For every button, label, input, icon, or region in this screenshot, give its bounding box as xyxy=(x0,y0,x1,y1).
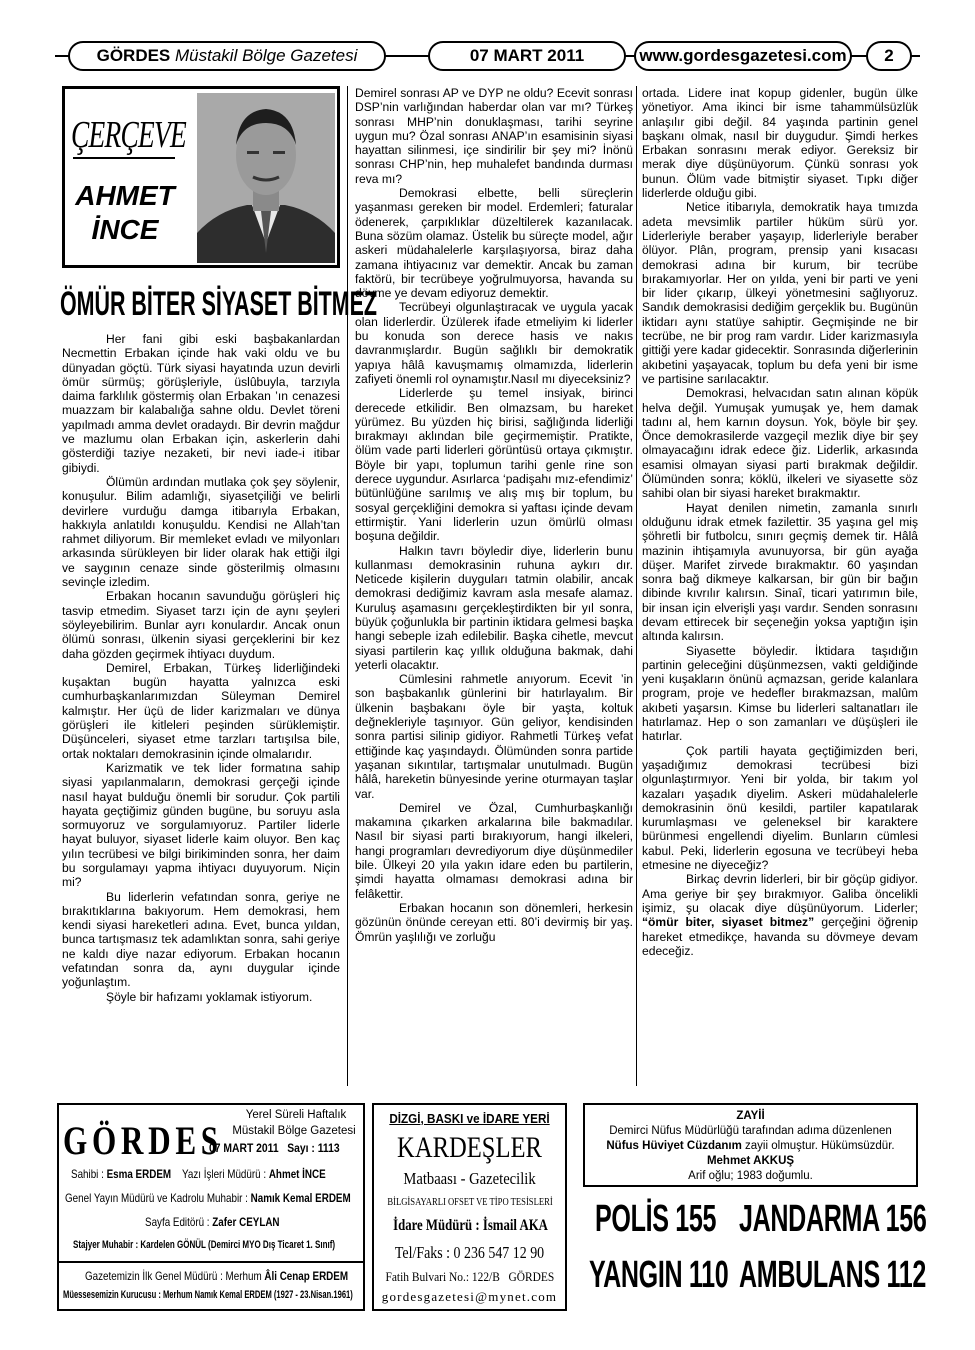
paragraph: Cümlesini rahmetle anıyorum. Ecevit ’in son başbakanlık günlerini bir hatırlayalım. Bir ülkenin başbakanı öyle bir yaşta, koltuk değnekleriyle taşınıyor. Gün geliyor, kendisinden sonra partisi silinip gidiyor. Rahmetli Türkeş vefat ettiğinde kaç yaşındaydı. Ölümünden sonra partide yaşanan sıkıntılar, tartışmalar unutulmadı. Bugün hâlâ, hareketin bünyesinde yerine oturmayan taşlar var. xyxy=(355,672,633,801)
article-column-1 xyxy=(62,332,340,1087)
article-headline: ÖMÜR BİTER SİYASET BİTMEZ xyxy=(60,285,377,323)
first-manager-label: Gazetemizin İlk Genel Müdürü : Merhum xyxy=(85,1269,262,1283)
editor-name: Namık Kemal ERDEM xyxy=(250,1191,351,1205)
owner-label: Sahibi : xyxy=(71,1167,104,1181)
police-number: POLİS 155 xyxy=(595,1198,717,1240)
ambulance-number: AMBULANS 112 xyxy=(739,1254,926,1296)
paragraph: Şöyle bir hafızamı yoklamak istiyorum. xyxy=(106,989,313,1004)
paragraph: Siyasette böyledir. İktidara taşıdığın partinin geleceğini düşünmezsen, vakti geldiğinde yeni kuşakların önünü açmazsan, geride kalanlara program, proje ve hedefler bırakmazsan, malûm akıbeti yaşarsın. Kimse bu liderleri saltanatları ile hatırlamaz. Hep o son zamanları ve düşüşleri ile hatırlar. xyxy=(642,643,918,744)
paragraph: Her fani gibi eski başbakanlardan Necmettin Erbakan içinde hak vaki oldu ve bu dünyadan göçtü. Türk siyasi hayatında uzun devirli ömür sürmüş; görüşleriyle, üslûbuyla, tarzıyla daima farklılık göstermiş olan Erbakan ’ın cenazesi muazzam bir kalabalığa sahne oldu. Devlet töreni yapılmadı amma devlet oradaydı. Bir devrin mağdur ve mazlumu olan Erbakan için, askerlerin dahi gösterdiği taziye nezaketi, bir nevi iade-i itibar gibiydi. xyxy=(62,332,340,475)
printer-name: KARDEŞLER xyxy=(397,1131,542,1164)
paper-name-rest: Müstakil Bölge Gazetesi xyxy=(175,46,358,65)
printer-box xyxy=(372,1103,567,1311)
masthead-owner-row xyxy=(71,1167,326,1181)
lost-id-notice xyxy=(583,1103,918,1187)
notice-line1: Demirci Nüfus Müdürlüğü tarafından adıma düzenlenen xyxy=(609,1125,892,1137)
paper-name-bold: GÖRDES xyxy=(96,46,171,65)
editor-label: Genel Yayın Müdürü ve Kadrolu Muhabir : xyxy=(65,1191,248,1205)
paragraph: Bu liderlerin vefatından sonra, geriye ne bırakıtıklarına bakıyorum. Hem demokrasi, hem kendi siyasi hareketleri adına. Evet, bunca yıldan, bunca tartışmasız tek adamlıktan sonra, sahi geriye ne kaldı diye nazar ediyorum. Erbakan hocanın vefatından sonra da, aynı duygular içinde yoğunlaştım. xyxy=(62,889,340,990)
author-box xyxy=(62,86,340,268)
notice-line2 xyxy=(585,1139,916,1154)
masthead-divider xyxy=(59,1261,363,1263)
printer-admin-row xyxy=(393,1217,546,1235)
article-column-3 xyxy=(642,86,918,1088)
printer-subtitle: Matbaası - Gazetecilik xyxy=(403,1169,536,1188)
paragraph: Tecrübeyi olgunlaştıracak ve uygula yacak olan liderlerdir. Üzülerek ifade etmeliyim ki liderler bu konuda son derece hasis ve nakıs davranmışlardır. Bugün sağlıklı bir demokratik yapıya hâlâ kavuşmamış olmamızda, liderlerin zafiyeti önemli rol oynamıştır.Nasıl mı diyeceksiniz? xyxy=(355,300,633,386)
column-name-underline xyxy=(73,157,175,159)
author-first-name: AHMET xyxy=(75,180,175,211)
manager-name: Ahmet İNCE xyxy=(268,1167,326,1181)
masthead-name: GÖRDES xyxy=(63,1118,223,1163)
first-manager-name: Âli Cenap ERDEM xyxy=(264,1269,349,1283)
printer-email[interactable]: gordesgazetesi@mynet.com xyxy=(381,1289,558,1304)
final-text-after: gerçeğini öğrenip hareket etmedikçe, havanda su dövmeye devam edeceğiz. xyxy=(642,915,918,958)
masthead-line2: Müstakil Bölge Gazetesi xyxy=(232,1125,356,1137)
masthead-box xyxy=(57,1103,365,1311)
gendarmerie-number: JANDARMA 156 xyxy=(739,1198,927,1240)
emergency-numbers xyxy=(583,1192,927,1311)
masthead-first-manager-row xyxy=(85,1269,348,1283)
masthead-intern: Stajyer Muhabir : Kardelen GÖNÜL (Demirci MYO Dış Ticaret 1. Sınıf) xyxy=(73,1239,336,1251)
printer-admin-name: İsmail AKA xyxy=(482,1217,548,1234)
paragraph: Erbakan hocanın savunduğu görüşleri hiç tasvip etmedim. Siyaset tarzı için de aynı şeyleri söyleyebilirim. Bunlar ayrı konulardır. Ancak onun ölümü sonrası, ülkenin siyasi gerçeklerini bir kez daha gözden geçirmek ihtiyacı duydum. xyxy=(62,589,340,661)
masthead-founder: Müessesemizin Kurucusu : Merhum Namık Kemal ERDEM (1927 - 23.Nisan.1961) xyxy=(63,1289,353,1301)
manager-label: Yazı İşleri Müdürü : xyxy=(182,1167,267,1181)
printer-phone: Tel/Faks : 0 236 547 12 90 xyxy=(394,1243,545,1262)
paragraph: ortada. Lidere inat kopup gidenler, bugün ülke yönetiyor. Ama ikinci bir isme tahammülsüzlük anlaşılır gibi değil. 84 yaşında partinin genel başkanı olmak, nasıl bir duygudur. Şimdi herkes Erbakan sonrasını merak ediyor. Gereksiz bir merak diye düşünüyorum. Çünkü sonrası yok bunun. Ölüm vade bitmiştir siyaset. Tıpkı diğer liderlerde olduğu gibi. xyxy=(642,86,918,201)
page-editor-label: Sayfa Editörü : xyxy=(145,1215,210,1229)
printer-address: Fatih Bulvari No.: 122/B GÖRDES xyxy=(385,1269,555,1284)
paragraph: Demokrasi elbette, belli süreçlerin yaşanması gereken bir model. Erdemleri; faturalar ödenerek, çarpıklıklar düzeltilerek kazanılacak. Buna sözüm olamaz. Üstelik bu süreçte model, ağır askeri müdahalelerle karşılaşıyorsa, biraz daha zamana ihtiyacınız var demektir. Ancak bu zaman faktörü, bir tecrübeye yoğrulmuyorsa, havanda su dövme ye devam ediyoruz demektir. xyxy=(355,186,633,301)
column-name: ÇERÇEVE xyxy=(71,114,187,156)
paragraph: Demirel sonrası AP ve DYP ne oldu? Ecevit sonrası DSP’nin varlığından haberdar olan var mı? Türkeş sonrası MHP’nin donuklaşması, tarihi seyrine uygun mu? Özal sonrası ANAP’ın esamisinin siyasi hayattan silinmesi, içe sindirilir bir şey mi? İnönü sonrası CHP’nin, hep muhalefet bandında durması reva mı? xyxy=(355,86,633,186)
notice-line2-rest: zayii olmuştur. Hükümsüzdür. xyxy=(741,1140,895,1152)
website-pill[interactable] xyxy=(634,41,852,71)
final-text-before: Birkaç devrin liderleri, bir bir göçüp gidiyor. Ama geriye bir şey bırakmıyor. Galiba öncelikli işimiz, şu olacak diye düşünüyorum. Liderler; xyxy=(642,872,918,915)
masthead-date-issue: 07 MART 2011 Sayı : 1113 xyxy=(209,1143,340,1155)
paragraph: Demirel, Erbakan, Türkeş liderliğindeki kuşaktan bugün hayatta yalnızca eski cumhurbaşkanlarımızdan Süleyman Demirel kalmıştır. Her üçü de lider karizmaları ve dünya görüşleri ile kitleleri peşinden sürüklemiştir. Düşünceleri, siyaset etme tarzları tartışılsa bile, ortak noktaları demokrasinin içinde olmalarıdır. xyxy=(62,660,340,761)
paragraph: Hayat denilen nimetin, zamanla sınırlı olduğunu idrak etmek fazilettir. 35 yaşına gel miş şöhretli bir futbolcu, sınırı geçmiş demek tir. Hâlâ mazinin ihtişamıyla avunuyorsa, bir gün ayağa düşer. Marifet zirvede bırakmaktır. 60 yaşından sonra bağ dikmeye kalkarsan, bir gün bir bağın dibinde kıvrılır kalırsın. Sinaî, ticari yatırımın bile, bir insan için elverişli yaşı vardır. Senden sonrasını devam ettirecek bir seçeneğin yoksa yaptığın işin altında kalırsın. xyxy=(642,500,918,644)
printer-admin-label: İdare Müdürü : xyxy=(393,1217,480,1234)
printer-facilities: BİLGİSAYARLI OFSET VE TİPO TESİSLERİ xyxy=(387,1197,553,1208)
column-divider xyxy=(636,86,637,1086)
page-number-pill xyxy=(866,41,912,71)
owner-name: Esma ERDEM xyxy=(106,1167,172,1181)
paragraph: Erbakan hocanın son dönemleri, herkesin gözünün önünde cereyan etti. 80’i devirmiş bir yaş. Ömrün yaşlılığı ve zorluğu xyxy=(355,900,633,944)
masthead-line1: Yerel Süreli Haftalık xyxy=(245,1109,347,1121)
masthead-editor-row xyxy=(65,1191,351,1205)
article-column-2 xyxy=(355,86,633,1088)
column-divider xyxy=(347,86,348,1086)
paragraph-final xyxy=(642,872,918,958)
author-name xyxy=(71,179,179,247)
author-portrait-image xyxy=(197,93,335,263)
paragraph: Demokrasi, helvacıdan satın alınan köpük helva değil. Yumuşak yumuşak ye, hem damak tadını al, hem karnın doysun. Yok, böyle bir şey. Önce demokrasilerde vazgeçil mezlik diye bir şey olmayacağını idrak edece ğiz. Liderlik, arkasında esamisi olmayan siyasi parti bırakmak değildir. Ölümünden sonra; köklü, ilkeleri ve siyasette söz sahibi olan bir siyasi hareket bırakmaktır. xyxy=(642,386,918,501)
page-number: 2 xyxy=(884,46,894,65)
issue-date: 07 MART 2011 xyxy=(469,46,585,65)
paper-name-pill xyxy=(68,41,386,71)
author-photo xyxy=(197,93,335,263)
paragraph: Liderlerde şu temel insiyak, birinci derecede etkilidir. Ben olmazsam, bu hareket yürümez. Bu yüzden hiç birisi, sağlığında liderliği bırakmayı aklından bile geçirmemiştir. Pratikte, ölüm vade parti liderleri görüntüsü ortaya çıkmıştır. Böyle bir yapı, toplumun tarihi genle rine son derece uygundur. Asırlarca ‘padişahı mız-efendimiz’ bütünlüğüne sarılmış ve alış mış bir toplum, bu sosyal gerçekliğini demokra si yaftası içinde devam ettirmiştir. Yani liderlerin uzun ömürlü olması boşuna değildir. xyxy=(355,386,633,544)
paragraph: Ölümün ardından mutlaka çok şey söylenir, konuşulur. Bilim adamlığı, siyasetçiliği ve belirli devirlere vurduğu damga itibarıyla Erbakan, hakkıyla anlatıldı konuşuldu. Kendisi ne Allah’tan rahmet diliyorum. Bir memleket evladı ve milyonları arkasında sürükleyen bir lider olarak hak ettiği ilgi ve saygının cenaze sinde gösterilmiş olmasını sevinçle izledim. xyxy=(62,474,340,590)
paragraph: Çok partili hayata geçtiğimizden beri, yaşadığımız demokrasi tecrübesi bizi olgunlaştırmıyor. Yeni bir yolda, bir takım yol kazaları yaşadık diyelim. Askeri müdahalelerle demokrasinin önü kesildi, partiler kapatılarak kurumlaşması ve geleneksel bir karaktere bürünmesi engellendi diyelim. Bunların cümlesi kabul. Peki, liderlerin egosuna ve tecrübeyi heba etmesine ne diyeceğiz? xyxy=(642,743,918,873)
paragraph: Halkın tavrı böyledir diye, liderlerin bunu kullanması demokrasinin ruhuna aykırı dır. Neticede kişilerin duyguları tatmin olabilir, ancak demokrasi dediğimiz kavram asla mesafe alamaz. Kuruluş aşamasını gerçekleştirdikten bir yıl sonra, büyük çoğunlukla bir partinin iktidara gelmesi başka hangi sebeple izah edilebilir. Başka cihetle, mevcut siyasi partilerin kaç yıllık olduğuna bakmak, dahi yeterli olacaktır. xyxy=(355,543,633,672)
fire-number: YANGIN 110 xyxy=(589,1254,729,1296)
paragraph: Demirel ve Özal, Cumhurbaşkanlığı makamına çıkarken arkalarına bile bakmadılar. Nasıl bir siyasi parti bırakıyorum, hangi ilkeleri, hangi programları devrediyorum diye düşünmediler bile. Ülkeyi 20 yıla yakın idare eden bu partilerin, şimdi hayatta olmaması demokrasi adına bir felâkettir. xyxy=(355,800,633,901)
date-pill xyxy=(428,41,626,71)
website-link[interactable]: www.gordesgazetesi.com xyxy=(639,46,847,65)
masthead-page-editor-row xyxy=(145,1215,280,1229)
printer-title: DİZGİ, BASKI ve İDARE YERİ xyxy=(389,1111,550,1126)
page-editor-name: Zafer CEYLAN xyxy=(212,1215,280,1229)
final-quote: “ömür biter, siyaset bitmez” xyxy=(642,915,815,930)
notice-info: Arif oğlu; 1983 doğumlu. xyxy=(688,1170,813,1182)
notice-line2-bold: Nüfus Hüviyet Cüzdanım xyxy=(606,1140,742,1152)
notice-name: Mehmet AKKUŞ xyxy=(706,1155,795,1167)
paragraph: Netice itibarıyla, demokratik haya tımızda adeta mevsimlik partiler hüküm sürü yor. Liderleriyle beraber yaşayıp, liderleriyle beraber ölüyor. Plân, program, prensip yani kısacası demokrasi adına bir kurum, bir tecrübe bırakamıyorlar. Her on yılda, yeni bir parti ve yeni bir lider çıkarıp, ülkeyi yönetmesini sağlıyoruz. Sandık demokrasisi dediğim gerçeklik bu. Bugünün iktidarı aynı statüye sahiptir. Geçmişinde ne bir tecrübe, ne bir prog ram vardır. Lider karizmasıyla gittiği yere kadar gidecektir. Sonrasında diğerlerinin akıbetini yaşayacak, toplum bu defa yeni bir isme ve partisine sarılacaktır. xyxy=(642,200,918,386)
author-last-name: İNCE xyxy=(91,214,159,245)
notice-title: ZAYİİ xyxy=(736,1110,765,1122)
paragraph: Karizmatik ve tek lider formatına sahip siyasi yapılanmaların, demokrasi gerçeği içinde nasıl hayat bulduğu önemli bir sorudur. Çok partili hayata geçtiğimiz günden bugüne, bu soruyu asla sormuyoruz ve sorgulamıyoruz. Partiler liderle hayat buluyor, siyaset liderle kaim oluyor. Ben kaç yılın tecrübesi ve bilgi birikiminden sonra, her daim bu sorgulamayı yapma ihtiyacı duyuyorum. Niçin mi? xyxy=(62,760,340,890)
